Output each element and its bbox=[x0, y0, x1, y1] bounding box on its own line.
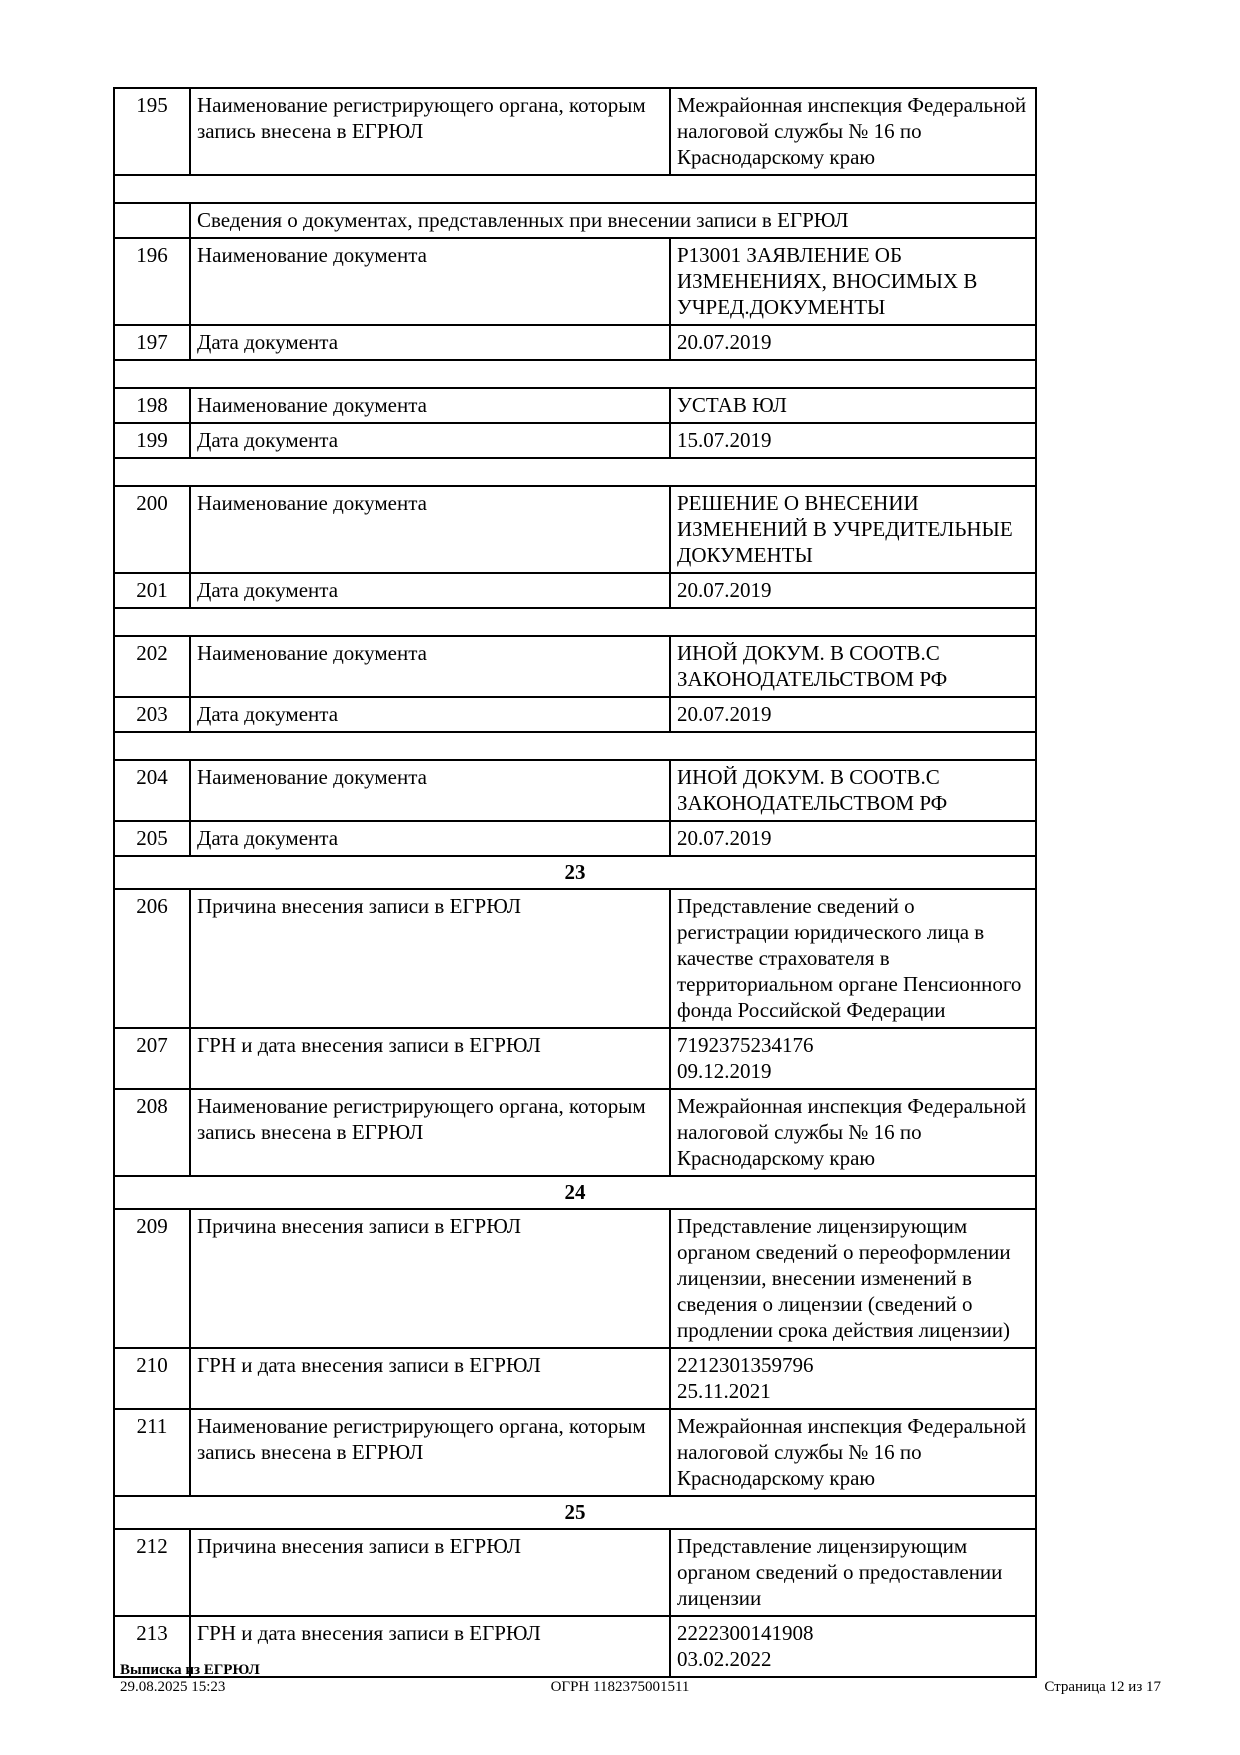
row-number: 195 bbox=[114, 88, 190, 175]
table-row bbox=[114, 1209, 1036, 1348]
row-label: Наименование документа bbox=[190, 486, 670, 573]
egrul-table-body bbox=[114, 88, 1036, 1677]
footer-ogrn: ОГРН 1182375001511 bbox=[550, 1679, 690, 1695]
row-label: Наименование документа bbox=[190, 388, 670, 423]
table-row bbox=[114, 1348, 1036, 1409]
spacer-row bbox=[114, 175, 1036, 203]
row-number: 203 bbox=[114, 697, 190, 732]
row-label: Дата документа bbox=[190, 573, 670, 608]
row-value: 15.07.2019 bbox=[670, 423, 1036, 458]
row-number: 201 bbox=[114, 573, 190, 608]
row-label: Наименование регистрирующего органа, которым запись внесена в ЕГРЮЛ bbox=[190, 88, 670, 175]
spacer-cell bbox=[114, 732, 1036, 760]
row-number: 210 bbox=[114, 1348, 190, 1409]
spacer-cell bbox=[114, 458, 1036, 486]
row-label: Дата документа bbox=[190, 325, 670, 360]
row-label: Наименование документа bbox=[190, 760, 670, 821]
row-value: УСТАВ ЮЛ bbox=[670, 388, 1036, 423]
section-number-cell: 23 bbox=[114, 856, 1036, 889]
row-number: 205 bbox=[114, 821, 190, 856]
row-label: Дата документа bbox=[190, 697, 670, 732]
row-label: Наименование регистрирующего органа, которым запись внесена в ЕГРЮЛ bbox=[190, 1089, 670, 1176]
row-label: ГРН и дата внесения записи в ЕГРЮЛ bbox=[190, 1348, 670, 1409]
table-row bbox=[114, 889, 1036, 1028]
table-row bbox=[114, 486, 1036, 573]
row-number: 204 bbox=[114, 760, 190, 821]
row-number: 202 bbox=[114, 636, 190, 697]
table-row bbox=[114, 760, 1036, 821]
section-number-row bbox=[114, 1496, 1036, 1529]
table-row bbox=[114, 88, 1036, 175]
row-value: 2212301359796 25.11.2021 bbox=[670, 1348, 1036, 1409]
row-value: 20.07.2019 bbox=[670, 697, 1036, 732]
row-number: 199 bbox=[114, 423, 190, 458]
subheader-cell: Сведения о документах, представленных при внесении записи в ЕГРЮЛ bbox=[190, 203, 1036, 238]
table-row bbox=[114, 821, 1036, 856]
row-number: 211 bbox=[114, 1409, 190, 1496]
row-number: 208 bbox=[114, 1089, 190, 1176]
table-row bbox=[114, 1089, 1036, 1176]
row-value: 7192375234176 09.12.2019 bbox=[670, 1028, 1036, 1089]
row-number: 198 bbox=[114, 388, 190, 423]
footer-datetime: 29.08.2025 15:23 bbox=[120, 1679, 226, 1695]
spacer-row bbox=[114, 458, 1036, 486]
row-label: Дата документа bbox=[190, 423, 670, 458]
row-value: 20.07.2019 bbox=[670, 325, 1036, 360]
table-row bbox=[114, 1529, 1036, 1616]
row-number: 206 bbox=[114, 889, 190, 1028]
row-number-empty bbox=[114, 203, 190, 238]
row-value: Межрайонная инспекция Федеральной налоговой службы № 16 по Краснодарскому краю bbox=[670, 1409, 1036, 1496]
row-value: Р13001 ЗАЯВЛЕНИЕ ОБ ИЗМЕНЕНИЯХ, ВНОСИМЫХ В УЧРЕД.ДОКУМЕНТЫ bbox=[670, 238, 1036, 325]
row-number: 196 bbox=[114, 238, 190, 325]
spacer-row bbox=[114, 608, 1036, 636]
spacer-row bbox=[114, 732, 1036, 760]
row-value: Представление лицензирующим органом сведений о предоставлении лицензии bbox=[670, 1529, 1036, 1616]
egrul-records-table bbox=[113, 87, 1037, 1678]
row-label: Наименование регистрирующего органа, которым запись внесена в ЕГРЮЛ bbox=[190, 1409, 670, 1496]
row-number: 197 bbox=[114, 325, 190, 360]
section-number-cell: 24 bbox=[114, 1176, 1036, 1209]
subheader-row bbox=[114, 203, 1036, 238]
spacer-cell bbox=[114, 608, 1036, 636]
row-value: РЕШЕНИЕ О ВНЕСЕНИИ ИЗМЕНЕНИЙ В УЧРЕДИТЕЛЬНЫЕ ДОКУМЕНТЫ bbox=[670, 486, 1036, 573]
row-label: Наименование документа bbox=[190, 636, 670, 697]
table-row bbox=[114, 573, 1036, 608]
footer-doc-title: Выписка из ЕГРЮЛ bbox=[120, 1662, 260, 1678]
row-value: Представление сведений о регистрации юридического лица в качестве страхователя в территориальном органе Пенсионного фонда Российской Федерации bbox=[670, 889, 1036, 1028]
row-number: 213 bbox=[114, 1616, 190, 1677]
footer-page-number: Страница 12 из 17 bbox=[1044, 1679, 1161, 1695]
row-label: Причина внесения записи в ЕГРЮЛ bbox=[190, 1209, 670, 1348]
row-label: ГРН и дата внесения записи в ЕГРЮЛ bbox=[190, 1616, 670, 1677]
row-value: ИНОЙ ДОКУМ. В СООТВ.С ЗАКОНОДАТЕЛЬСТВОМ РФ bbox=[670, 760, 1036, 821]
row-value: Межрайонная инспекция Федеральной налоговой службы № 16 по Краснодарскому краю bbox=[670, 88, 1036, 175]
row-value: Межрайонная инспекция Федеральной налоговой службы № 16 по Краснодарскому краю bbox=[670, 1089, 1036, 1176]
table-row bbox=[114, 238, 1036, 325]
row-value: 20.07.2019 bbox=[670, 573, 1036, 608]
row-number: 200 bbox=[114, 486, 190, 573]
section-number-cell: 25 bbox=[114, 1496, 1036, 1529]
table-row bbox=[114, 325, 1036, 360]
table-row bbox=[114, 423, 1036, 458]
section-number-row bbox=[114, 856, 1036, 889]
row-label: Причина внесения записи в ЕГРЮЛ bbox=[190, 1529, 670, 1616]
spacer-row bbox=[114, 360, 1036, 388]
row-label: Наименование документа bbox=[190, 238, 670, 325]
table-row bbox=[114, 697, 1036, 732]
spacer-cell bbox=[114, 360, 1036, 388]
row-value: 2222300141908 03.02.2022 bbox=[670, 1616, 1036, 1677]
spacer-cell bbox=[114, 175, 1036, 203]
row-value: ИНОЙ ДОКУМ. В СООТВ.С ЗАКОНОДАТЕЛЬСТВОМ РФ bbox=[670, 636, 1036, 697]
row-number: 209 bbox=[114, 1209, 190, 1348]
table-row bbox=[114, 636, 1036, 697]
row-value: Представление лицензирующим органом сведений о переоформлении лицензии, внесении изменений в сведения о лицензии (сведений о продлении срока действия лицензии) bbox=[670, 1209, 1036, 1348]
row-number: 207 bbox=[114, 1028, 190, 1089]
section-number-row bbox=[114, 1176, 1036, 1209]
row-label: Причина внесения записи в ЕГРЮЛ bbox=[190, 889, 670, 1028]
row-label: Дата документа bbox=[190, 821, 670, 856]
table-row bbox=[114, 1409, 1036, 1496]
table-row bbox=[114, 388, 1036, 423]
row-label: ГРН и дата внесения записи в ЕГРЮЛ bbox=[190, 1028, 670, 1089]
row-number: 212 bbox=[114, 1529, 190, 1616]
row-value: 20.07.2019 bbox=[670, 821, 1036, 856]
table-row bbox=[114, 1028, 1036, 1089]
